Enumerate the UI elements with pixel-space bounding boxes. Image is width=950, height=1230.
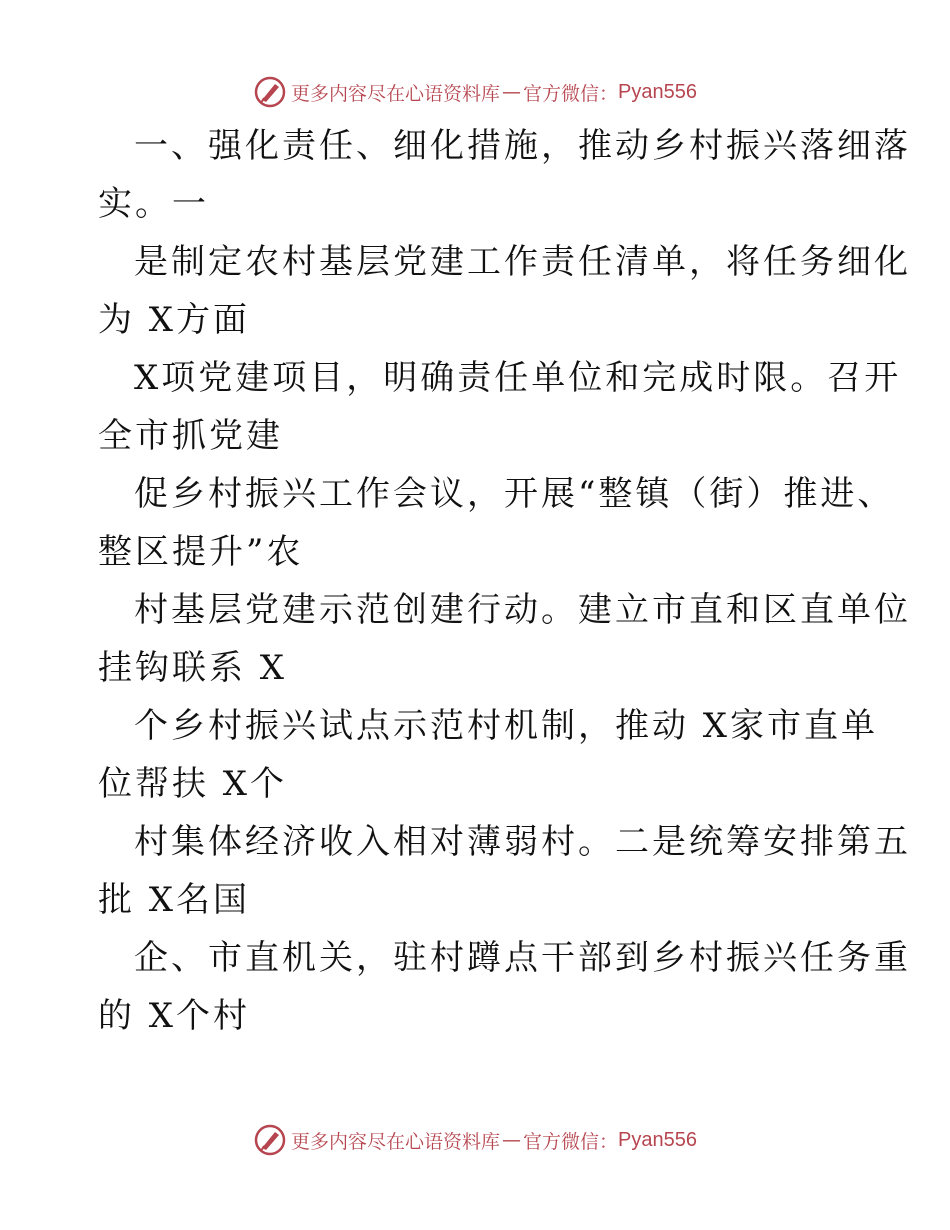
paragraph-line: 的 X个村 — [98, 996, 251, 1036]
watermark-text: 更多内容尽在心语资料库 — [291, 1130, 501, 1153]
paragraph-line: 促乡村振兴工作会议，开展“整镇（街）推进、 — [134, 474, 895, 514]
paragraph-line: 整区提升”农 — [98, 532, 304, 572]
paragraph-line: 企、市直机关，驻村蹲点干部到乡村振兴任务重 — [134, 938, 911, 978]
watermark-separator: — — [502, 1129, 522, 1151]
quill-logo-icon — [253, 1123, 287, 1157]
paragraph-line: X项党建项目，明确责任单位和完成时限。召开 — [134, 358, 902, 398]
paragraph-line: 位帮扶 X个 — [98, 764, 288, 804]
paragraph-line: 为 X方面 — [98, 300, 251, 340]
watermark-text: 更多内容尽在心语资料库 — [291, 82, 501, 105]
watermark-label: 官方微信： — [523, 1130, 619, 1153]
document-body — [98, 117, 911, 1045]
paragraph-line: 挂钩联系 X — [98, 648, 288, 688]
paragraph-line: 实。一 — [98, 184, 209, 224]
paragraph-line: 全市抓党建 — [98, 416, 283, 456]
watermark-separator: — — [502, 81, 522, 103]
paragraph-line: 是制定农村基层党建工作责任清单，将任务细化 — [134, 242, 911, 282]
paragraph-line: 村基层党建示范创建行动。建立市直和区直单位 — [134, 590, 911, 630]
quill-logo-icon — [253, 75, 287, 109]
paragraph-line: 村集体经济收入相对薄弱村。二是统筹安排第五 — [134, 822, 911, 862]
paragraph-line: 批 X名国 — [98, 880, 251, 920]
paragraph-line: 个乡村振兴试点示范村机制，推动 X家市直单 — [134, 706, 879, 746]
watermark-wechat-id: Pyan556 — [618, 80, 697, 103]
watermark-wechat-id: Pyan556 — [618, 1128, 697, 1151]
paragraph-line: 一、强化责任、细化措施，推动乡村振兴落细落 — [134, 126, 911, 166]
watermark-label: 官方微信： — [523, 82, 619, 105]
footer-watermark — [0, 1120, 950, 1160]
header-watermark — [0, 72, 950, 112]
